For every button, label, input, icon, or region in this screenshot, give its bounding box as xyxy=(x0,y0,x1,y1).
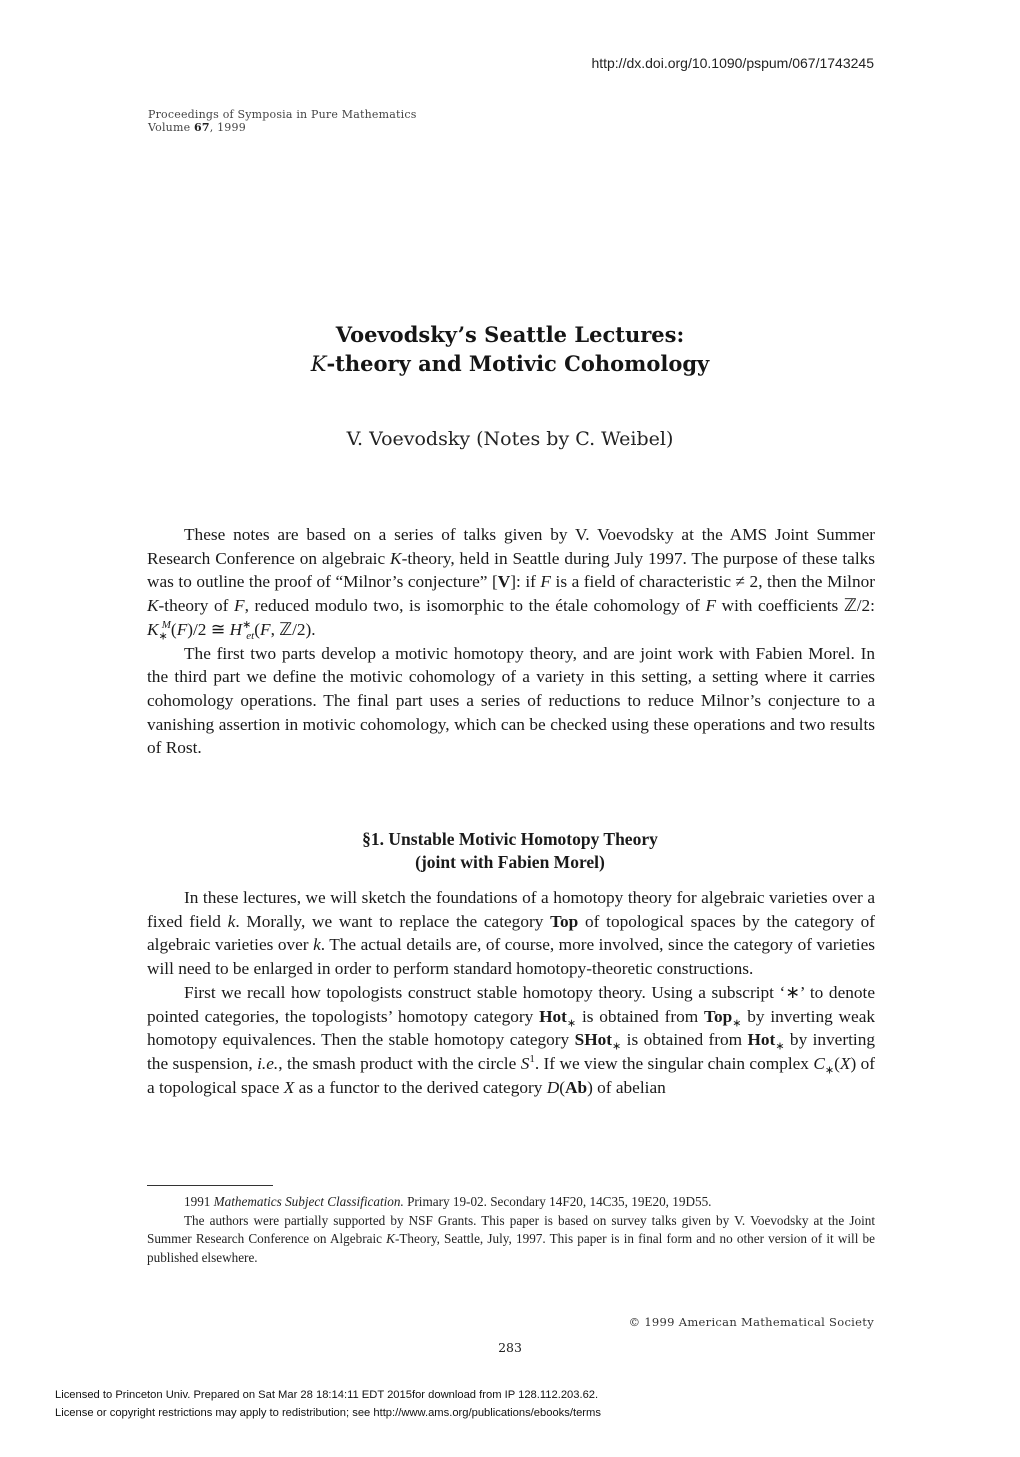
volume-label: Volume xyxy=(148,121,194,134)
citation-ref[interactable]: V xyxy=(497,572,511,592)
doi-link[interactable]: http://dx.doi.org/10.1090/pspum/067/1743245 xyxy=(591,55,874,71)
volume-number: 67 xyxy=(194,121,210,134)
footnotes xyxy=(147,1193,875,1267)
section-subtitle: (joint with Fabien Morel) xyxy=(415,852,605,872)
title-line-1: Voevodsky’s Seattle Lectures: xyxy=(335,322,685,347)
author-line: V. Voevodsky (Notes by C. Weibel) xyxy=(346,428,674,450)
license-line-1: Licensed to Princeton Univ. Prepared on Sat Mar 28 18:14:11 EDT 2015for download from IP 128.112.203.62. xyxy=(55,1389,599,1401)
title-line-2-text: -theory and Motivic Cohomology xyxy=(326,351,710,376)
copyright-notice: © 1999 American Mathematical Society xyxy=(628,1315,874,1329)
section-paragraph-1: In these lectures, we will sketch the foundations of a homotopy theory for algebraic varieties over a fixed field k. Morally, we want to replace the category Top of topological spaces by the category of algebraic varieties over k. The actual details are, of course, more involved, since the category of varieties will need to be enlarged in order to perform standard homotopy-theoretic constructions. xyxy=(147,888,875,979)
page-number: 283 xyxy=(498,1340,522,1355)
license-footer xyxy=(55,1386,601,1422)
journal-name: Proceedings of Symposia in Pure Mathematics xyxy=(148,108,417,121)
journal-volume xyxy=(148,121,417,134)
abstract xyxy=(147,523,875,760)
section-body xyxy=(147,886,875,1099)
footnote-divider xyxy=(147,1185,273,1186)
section-paragraph-2: First we recall how topologists construct stable homotopy theory. Using a subscript ‘∗’ to denote pointed categories, the topologists’ homotopy category Hot$_∗$ is obtained from Top$_∗$ by inverting weak homotopy equivalences. Then the stable homotopy category SHot$_∗$ is obtained from Hot$_∗$ by inverting the suspension, i.e., the smash product with the circle $S^1$. If we view the singular chain complex $C_∗(X)$ of a topological space X as a functor to the derived category D(Ab) of abelian xyxy=(147,982,875,1097)
section-title: §1. Unstable Motivic Homotopy Theory xyxy=(362,829,658,849)
volume-year: , 1999 xyxy=(209,121,246,134)
paper-title xyxy=(140,320,880,379)
section-heading xyxy=(140,828,880,874)
journal-info xyxy=(148,108,417,134)
abstract-paragraph-2: The first two parts develop a motivic homotopy theory, and are joint work with Fabien Morel. In the third part we define the motivic cohomology of a variety in this setting, a setting where it carries cohomology operations. The final part uses a series of reductions to reduce Milnor’s conjecture to a vanishing assertion in motivic cohomology, which can be checked using these operations and two results of Rost. xyxy=(147,643,875,758)
math-k: K xyxy=(310,352,327,376)
milnor-formula: $K_∗^M(F)/2$ ≅ $H^∗_{et}(F$, ℤ/2). xyxy=(147,619,316,643)
footnote-support: The authors were partially supported by NSF Grants. This paper is based on survey talks given by V. Voevodsky at the Joint Summer Research Conference on Algebraic K-Theory, Seattle, July, 1997. This paper is in final form and no other version of it will be published elsewhere. xyxy=(147,1212,875,1265)
license-line-2: License or copyright restrictions may apply to redistribution; see http://www.ams.org/publications/ebooks/terms xyxy=(55,1407,601,1419)
abstract-paragraph-1: These notes are based on a series of talks given by V. Voevodsky at the AMS Joint Summer Research Conference on algebraic K-theory, held in Seattle during July 1997. The purpose of these talks was to outline the proof of “Milnor’s conjecture” [V]: if F is a field of characteristic ≠ 2, then the Milnor K-theory of F, reduced modulo two, is isomorphic to the étale cohomology of F with coefficients ℤ/2: $K_∗^M(F)/2$ ≅ $H^∗_{et}(F$, ℤ/2). xyxy=(147,525,875,643)
title-line-2 xyxy=(140,349,880,379)
footnote-msc: 1991 Mathematics Subject Classification. Primary 19-02. Secondary 14F20, 14C35, 19E20, 19D55. xyxy=(184,1194,712,1209)
